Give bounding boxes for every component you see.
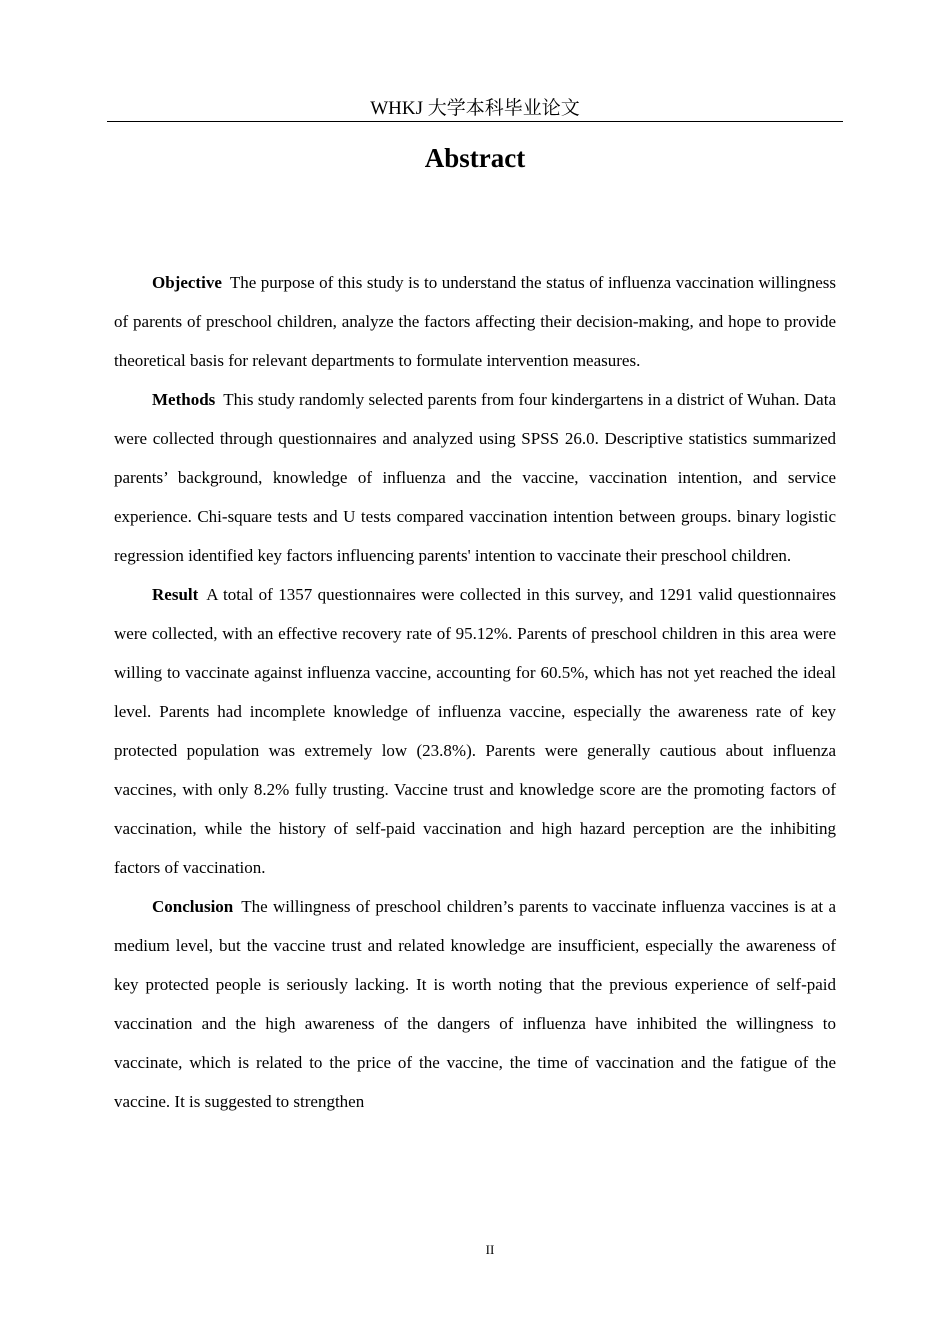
running-header: WHKJ 大学本科毕业论文 [370,98,580,119]
section-text: A total of 1357 questionnaires were collected in this survey, and 1291 valid questionnaires were collected, with an effective recovery rate of 95.12%. Parents of preschool children in this area were willing to vaccinate against influenza vaccine, accounting for 60.5%, which has not yet reached the ideal level. Parents had incomplete knowledge of influenza vaccine, especially the awareness rate of key protected population was extremely low (23.8%). Parents were generally cautious about influenza vaccines, with only 8.2% fully trusting. Vaccine trust and knowledge score are the promoting factors of vaccination, while the history of self-paid vaccination and high hazard perception are the inhibiting factors of vaccination. [114,585,836,877]
header-rule [107,121,843,122]
section-result [114,575,836,887]
section-label: Methods [152,390,216,409]
section-label: Objective [152,273,222,292]
section-conclusion [114,887,836,1121]
section-objective [114,263,836,380]
section-text: The willingness of preschool children’s parents to vaccinate influenza vaccines is at a medium level, but the vaccine trust and related knowledge are insufficient, especially the awareness of key protected people is seriously lacking. It is worth noting that the previous experience of self-paid vaccination and the high awareness of the dangers of influenza have inhibited the willingness to vaccinate, which is related to the price of the vaccine, the time of vaccination and the fatigue of the vaccine. It is suggested to strengthen [114,897,836,1111]
section-label: Conclusion [152,897,234,916]
section-text: The purpose of this study is to understand the status of influenza vaccination willingness of parents of preschool children, analyze the factors affecting their decision-making, and hope to provide theoretical basis for relevant departments to formulate intervention measures. [114,273,836,370]
abstract-body [114,263,836,1121]
page-number: II [485,1242,495,1257]
section-methods [114,380,836,575]
section-text: This study randomly selected parents from four kindergartens in a district of Wuhan. Data were collected through questionnaires and analyzed using SPSS 26.0. Descriptive statistics summarized parents’ background, knowledge of influenza and the vaccine, vaccination intention, and service experience. Chi-square tests and U tests compared vaccination intention between groups. binary logistic regression identified key factors influencing parents' intention to vaccinate their preschool children. [114,390,836,565]
section-label: Result [152,585,199,604]
page-title: Abstract [424,143,526,173]
